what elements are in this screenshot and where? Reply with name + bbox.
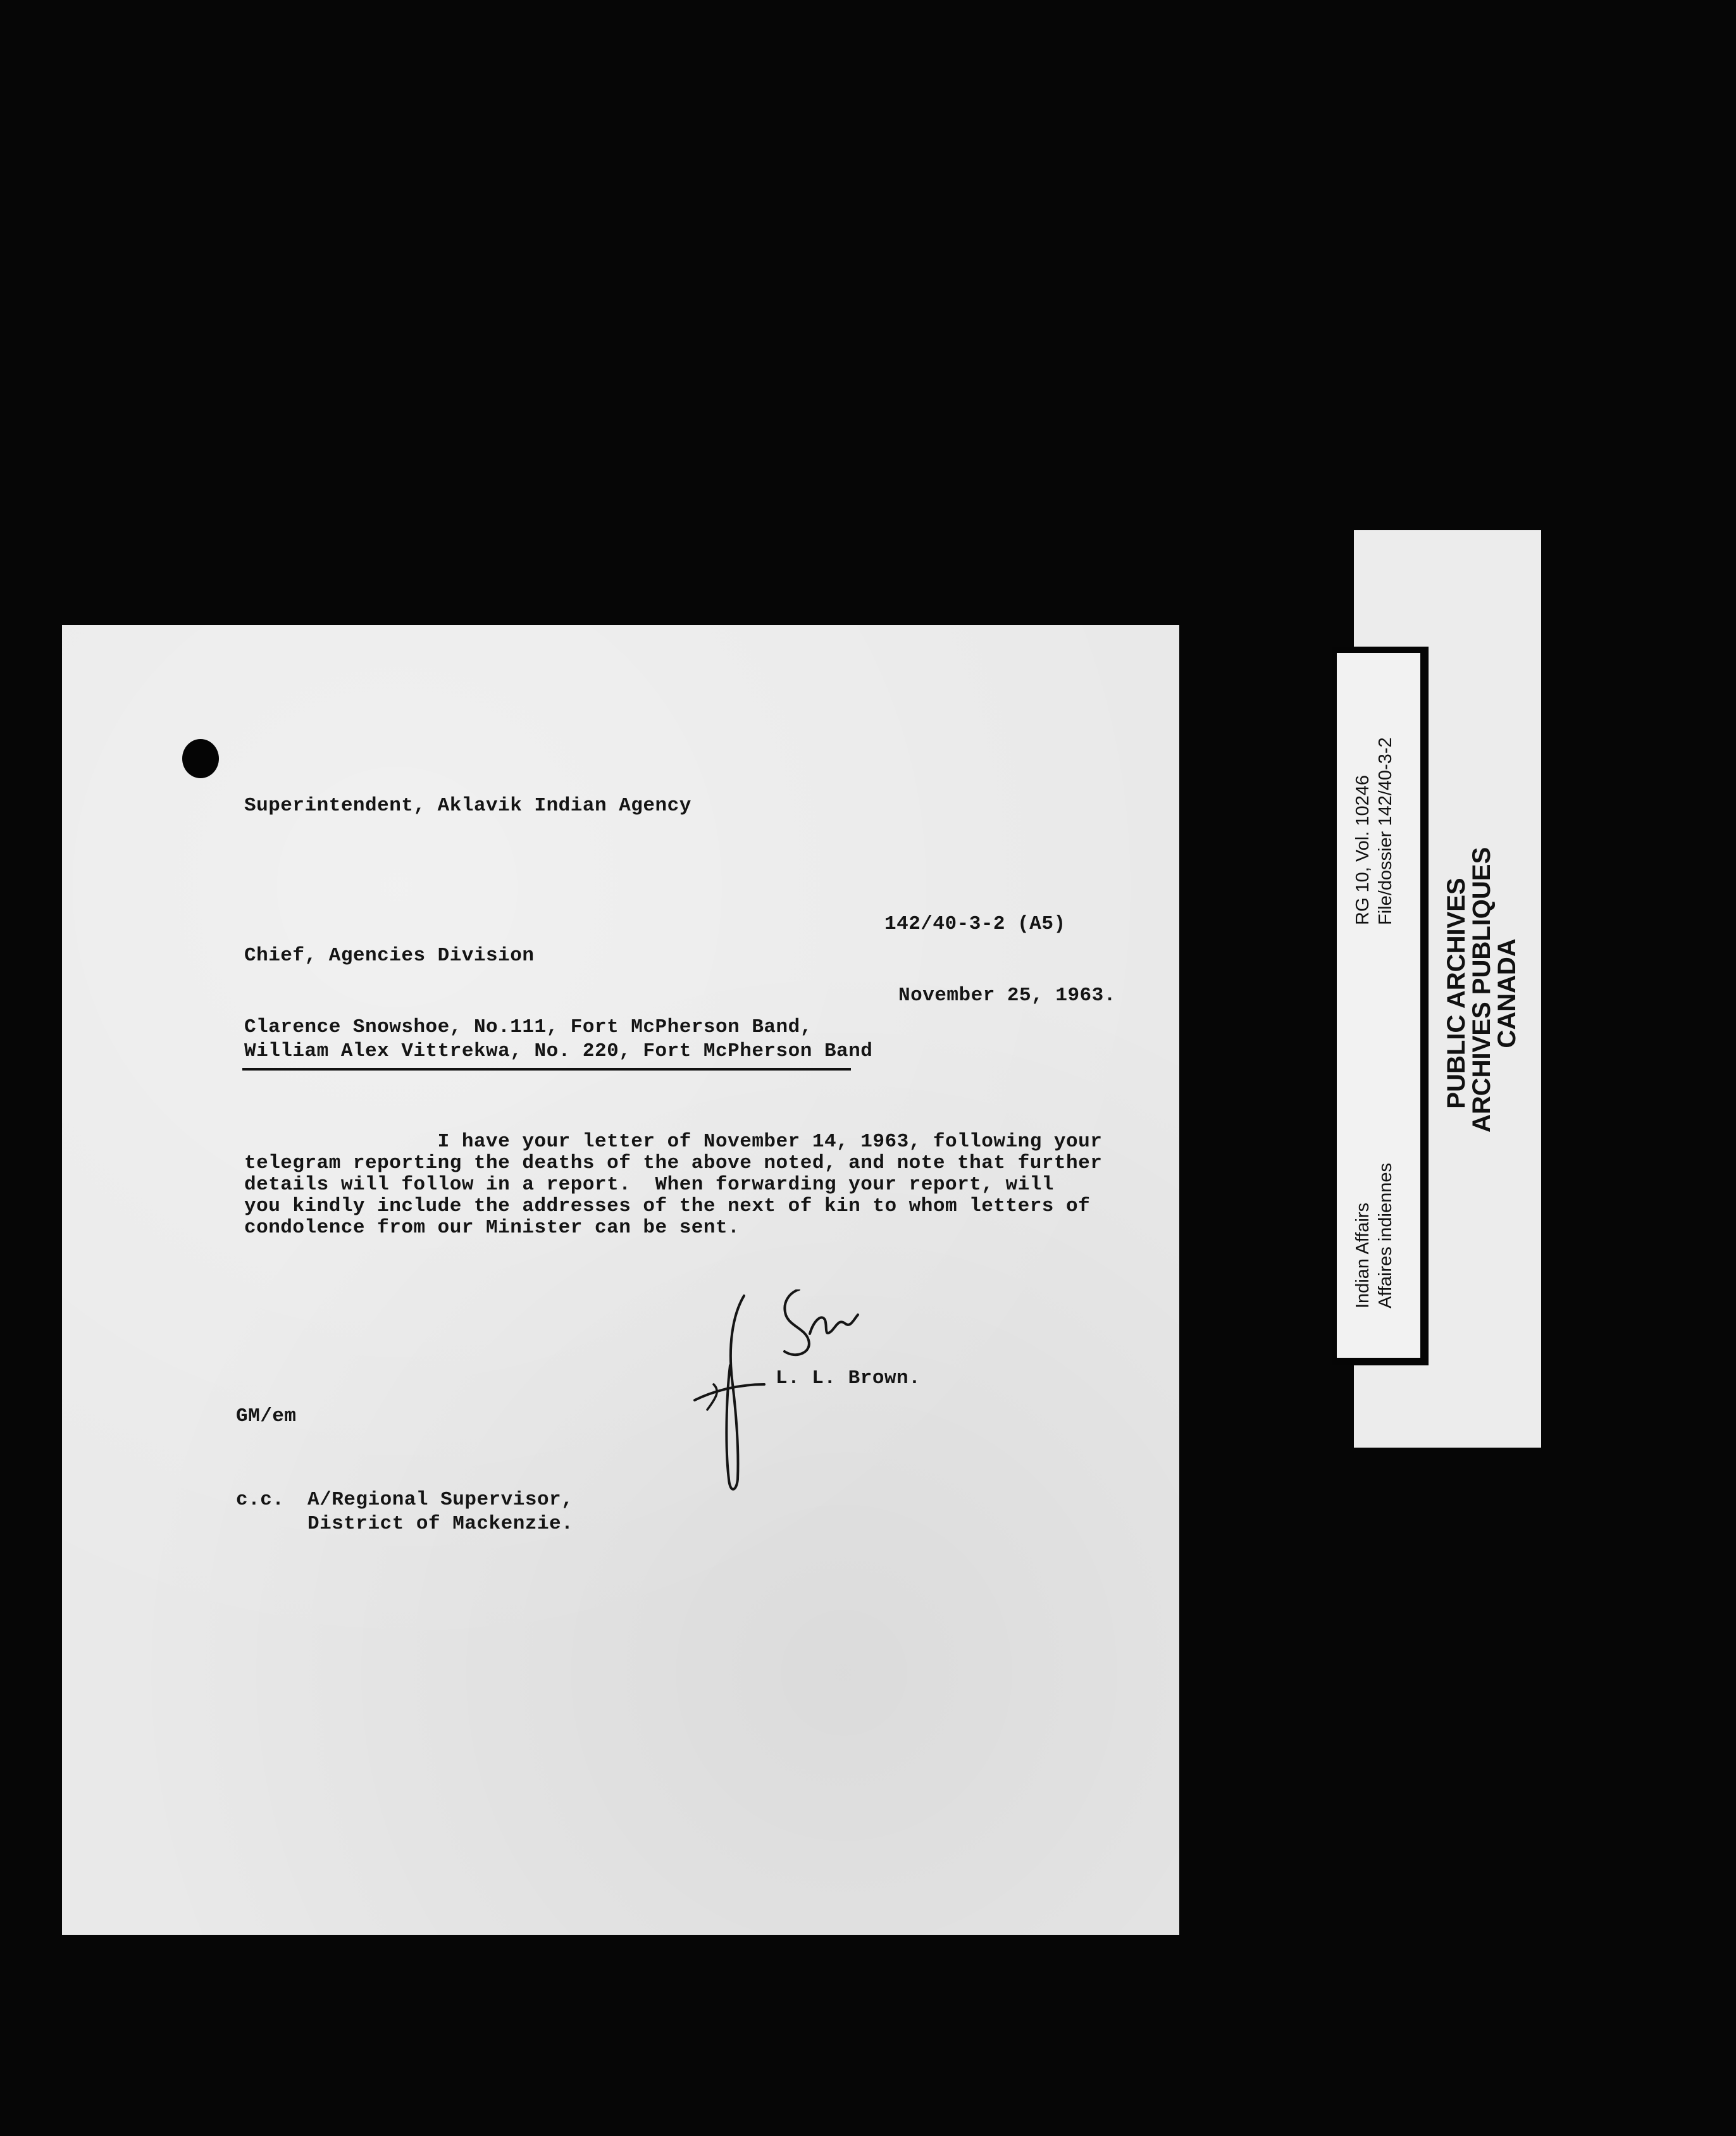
subject-underline bbox=[242, 1068, 851, 1071]
file-reference: 142/40-3-2 (A5) bbox=[884, 913, 1066, 935]
label-archives-publiques: ARCHIVES PUBLIQUES bbox=[1468, 847, 1496, 1133]
subject-line-2: William Alex Vittrekwa, No. 220, Fort McPherson Band bbox=[244, 1040, 873, 1062]
cc-recipient-line-2: District of Mackenzie. bbox=[307, 1513, 574, 1535]
label-public-archives: PUBLIC ARCHIVES bbox=[1442, 878, 1470, 1109]
cc-label: c.c. bbox=[236, 1489, 285, 1511]
label-file-number: File/dossier 142/40-3-2 bbox=[1375, 737, 1396, 925]
recipient-line: Superintendent, Aklavik Indian Agency bbox=[244, 795, 691, 817]
subject-line-1: Clarence Snowshoe, No.111, Fort McPherson Band, bbox=[244, 1016, 812, 1038]
label-department-fr: Affaires indiennes bbox=[1375, 1162, 1396, 1308]
typist-initials: GM/em bbox=[236, 1405, 297, 1427]
letter-date: November 25, 1963. bbox=[898, 984, 1116, 1007]
label-canada: CANADA bbox=[1493, 938, 1521, 1048]
letter-sheet bbox=[62, 625, 1179, 1935]
sender-line: Chief, Agencies Division bbox=[244, 945, 535, 967]
cc-recipient-line-1: A/Regional Supervisor, bbox=[307, 1489, 574, 1511]
signer-name: L. L. Brown. bbox=[776, 1367, 921, 1389]
letter-body: I have your letter of November 14, 1963, following your telegram reporting the deaths of the above noted, and note that further details will follow in a report. When forwarding your report, will you kindly include the addresses of the next of kin to whom letters of condolence from our Minister can be sent. bbox=[244, 1131, 1103, 1239]
handwritten-signature bbox=[669, 1289, 872, 1505]
label-record-group: RG 10, Vol. 10246 bbox=[1353, 775, 1373, 925]
label-department-en: Indian Affairs bbox=[1353, 1202, 1373, 1308]
punch-hole bbox=[182, 739, 219, 778]
